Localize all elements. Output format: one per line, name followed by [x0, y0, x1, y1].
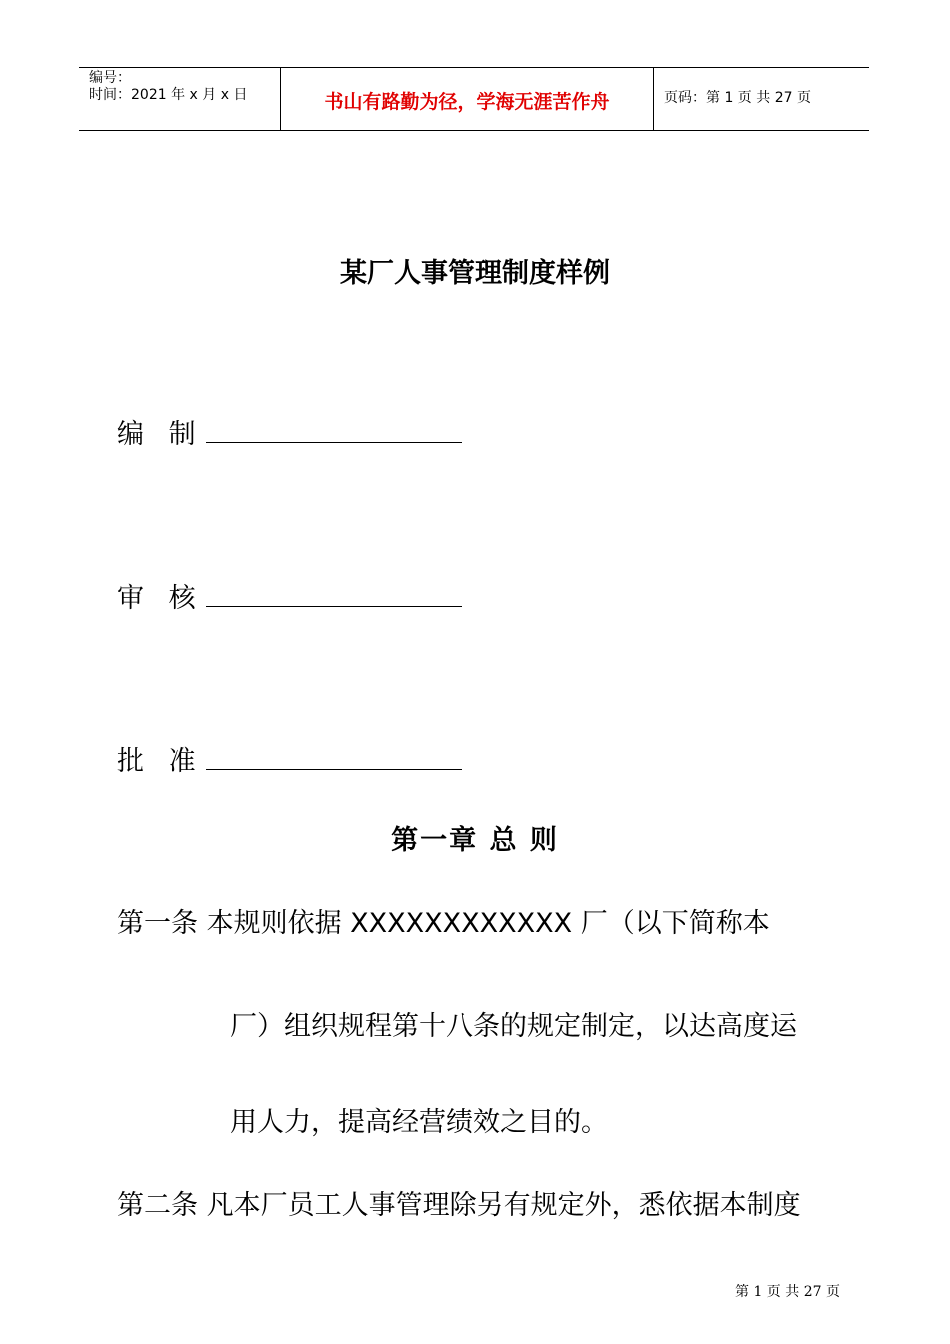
document-title: 某厂人事管理制度样例: [340, 258, 610, 289]
footer-page-info: 第 1 页 共 27 页: [735, 1284, 840, 1300]
header-page-cell: [654, 68, 869, 130]
header-meta-cell: [79, 68, 281, 130]
motto-text: 书山有路勤为径，学海无涯苦作舟: [324, 91, 610, 113]
header-motto-cell: [281, 68, 654, 130]
paragraph-line: 用人力，提高经营绩效之目的。: [230, 1107, 608, 1138]
document-date: 时间：2021 年 x 月 x 日: [89, 87, 248, 103]
signature-blank-line: [206, 743, 462, 770]
signature-blank-line: [206, 580, 462, 607]
paragraph-line: 厂）组织规程第十八条的规定制定，以达高度运: [230, 1011, 797, 1042]
signature-review: [117, 576, 462, 615]
chapter-heading: 第一章 总 则: [391, 825, 559, 856]
document-number-label: 编号：: [89, 70, 131, 86]
signature-label: 批 准: [117, 746, 204, 777]
paragraph-line: 第二条 凡本厂员工人事管理除另有规定外，悉依据本制度: [117, 1190, 801, 1221]
signature-label: 审 核: [117, 583, 204, 614]
signature-label: 编 制: [117, 419, 204, 450]
signature-approve: [117, 739, 462, 778]
header-page-info: 页码：第 1 页 共 27 页: [664, 90, 811, 106]
paragraph-line: 第一条 本规则依据 XXXXXXXXXXXX 厂（以下简称本: [117, 908, 770, 939]
header-table: [79, 67, 869, 131]
signature-compile: [117, 412, 462, 451]
signature-blank-line: [206, 416, 462, 443]
